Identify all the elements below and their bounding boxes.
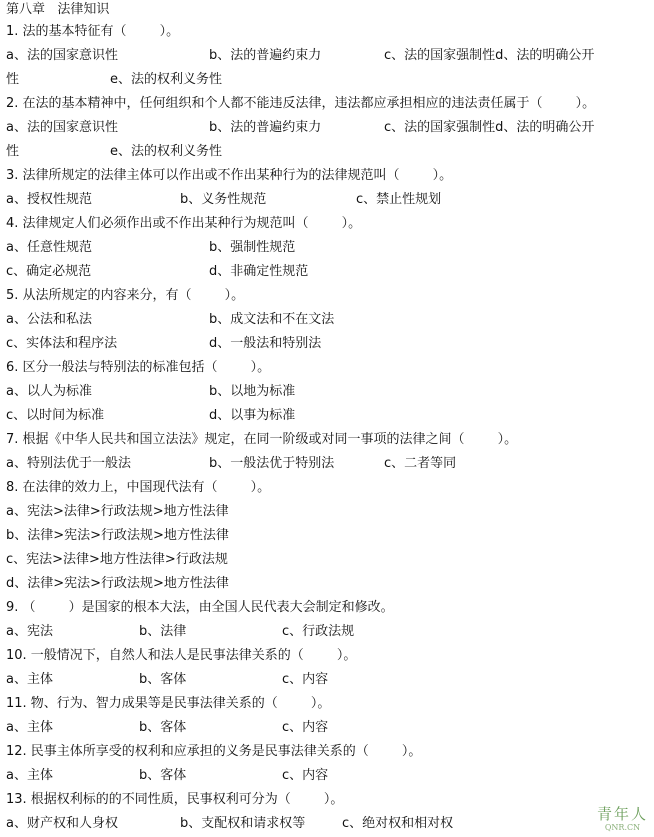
- option-text: c、法的国家强制性d、法的明确公开: [384, 48, 595, 63]
- line-text: 10. 一般情况下，自然人和法人是民事法律关系的（ ）。: [6, 648, 357, 663]
- text-line: [6, 548, 648, 572]
- text-line: [6, 596, 648, 620]
- option-row: [6, 308, 648, 332]
- option-text: b、法的普遍约束力: [209, 120, 322, 135]
- option-row: [6, 764, 648, 788]
- option-text: e、法的权利义务性: [110, 72, 222, 87]
- text-line: [6, 20, 648, 44]
- line-text: b、法律>宪法>行政法规>地方性法律: [6, 528, 229, 543]
- line-text: 13. 根据权利标的的不同性质，民事权利可分为（ ）。: [6, 792, 344, 807]
- option-text: b、法的普遍约束力: [209, 48, 322, 63]
- line-text: 2. 在法的基本精神中，任何组织和个人都不能违反法律，违法都应承担相应的违法责任属于（ ）。: [6, 96, 596, 111]
- option-text: d、以事为标准: [209, 408, 296, 423]
- option-text: c、确定必规范: [6, 264, 92, 279]
- option-text: a、主体: [6, 768, 53, 783]
- option-row: [6, 380, 648, 404]
- option-text: b、客体: [139, 672, 187, 687]
- line-text: 9. （ ）是国家的根本大法，由全国人民代表大会制定和修改。: [6, 600, 394, 615]
- option-text: a、以人为标准: [6, 384, 92, 399]
- option-text: b、义务性规范: [180, 192, 267, 207]
- line-text: 5. 从法所规定的内容来分，有（ ）。: [6, 288, 245, 303]
- option-text: b、支配权和请求权等: [180, 816, 306, 831]
- text-line: [6, 164, 648, 188]
- option-text: c、禁止性规划: [356, 192, 442, 207]
- option-row: [6, 404, 648, 428]
- option-row: [6, 116, 648, 140]
- option-text: a、主体: [6, 720, 53, 735]
- option-text: c、内容: [282, 672, 329, 687]
- text-line: [6, 212, 648, 236]
- chapter-title: 第八章 法律知识: [6, 2, 110, 17]
- text-line: [6, 644, 648, 668]
- option-row: [6, 812, 648, 836]
- option-row: [6, 140, 648, 164]
- text-line: [6, 524, 648, 548]
- option-text: b、客体: [139, 720, 187, 735]
- option-text: c、法的国家强制性d、法的明确公开: [384, 120, 595, 135]
- option-row: [6, 452, 648, 476]
- option-row: [6, 716, 648, 740]
- option-text: b、以地为标准: [209, 384, 296, 399]
- option-text: a、法的国家意识性: [6, 120, 118, 135]
- option-text: c、内容: [282, 720, 329, 735]
- line-text: 3. 法律所规定的法律主体可以作出或不作出某种行为的法律规范叫（ ）。: [6, 168, 453, 183]
- text-line: [6, 428, 648, 452]
- option-text: b、成文法和不在文法: [209, 312, 335, 327]
- line-text: 12. 民事主体所享受的权利和应承担的义务是民事法律关系的（ ）。: [6, 744, 422, 759]
- text-line: [6, 740, 648, 764]
- option-text: a、财产权和人身权: [6, 816, 118, 831]
- option-row: [6, 44, 648, 68]
- text-line: [6, 788, 648, 812]
- option-text: d、一般法和特别法: [209, 336, 322, 351]
- option-text: a、主体: [6, 672, 53, 687]
- option-text: a、宪法: [6, 624, 53, 639]
- option-text: e、法的权利义务性: [110, 144, 222, 159]
- option-text: b、法律: [139, 624, 187, 639]
- option-text: b、客体: [139, 768, 187, 783]
- line-text: 7. 根据《中华人民共和国立法法》规定，在同一阶级或对同一事项的法律之间（ ）。: [6, 432, 518, 447]
- option-text: c、行政法规: [282, 624, 355, 639]
- option-row: [6, 260, 648, 284]
- line-text: a、宪法>法律>行政法规>地方性法律: [6, 504, 229, 519]
- text-line: [6, 92, 648, 116]
- option-text: b、强制性规范: [209, 240, 296, 255]
- option-text: a、特别法优于一般法: [6, 456, 131, 471]
- text-line: [6, 284, 648, 308]
- option-row: [6, 620, 648, 644]
- option-text: c、二者等同: [384, 456, 457, 471]
- option-text: 性: [6, 144, 20, 159]
- option-text: c、绝对权和相对权: [342, 816, 454, 831]
- line-text: 8. 在法律的效力上，中国现代法有（ ）。: [6, 480, 271, 495]
- option-text: 性: [6, 72, 20, 87]
- option-row: [6, 68, 648, 92]
- option-row: [6, 332, 648, 356]
- line-text: 11. 物、行为、智力成果等是民事法律关系的（ ）。: [6, 696, 331, 711]
- option-text: a、授权性规范: [6, 192, 92, 207]
- text-line: [6, 500, 648, 524]
- option-text: d、非确定性规范: [209, 264, 309, 279]
- watermark-logo: [597, 807, 648, 835]
- option-text: c、以时间为标准: [6, 408, 105, 423]
- option-text: c、内容: [282, 768, 329, 783]
- text-line: [6, 356, 648, 380]
- line-text: 1. 法的基本特征有（ ）。: [6, 24, 180, 39]
- line-text: 4. 法律规定人们必须作出或不作出某种行为规范叫（ ）。: [6, 216, 362, 231]
- option-text: b、一般法优于特别法: [209, 456, 335, 471]
- text-line: [6, 692, 648, 716]
- option-text: a、公法和私法: [6, 312, 92, 327]
- line-text: c、宪法>法律>地方性法律>行政法规: [6, 552, 228, 567]
- line-text: d、法律>宪法>行政法规>地方性法律: [6, 576, 229, 591]
- option-row: [6, 188, 648, 212]
- option-row: [6, 236, 648, 260]
- line-text: 6. 区分一般法与特别法的标准包括（ ）。: [6, 360, 271, 375]
- option-text: a、法的国家意识性: [6, 48, 118, 63]
- watermark-main-text: 青年人: [596, 805, 648, 823]
- text-line: [6, 476, 648, 500]
- watermark-sub-text: QNR.CN: [604, 823, 641, 832]
- question-list: [6, 20, 648, 836]
- option-row: [6, 668, 648, 692]
- text-line: [6, 572, 648, 596]
- option-text: c、实体法和程序法: [6, 336, 118, 351]
- option-text: a、任意性规范: [6, 240, 92, 255]
